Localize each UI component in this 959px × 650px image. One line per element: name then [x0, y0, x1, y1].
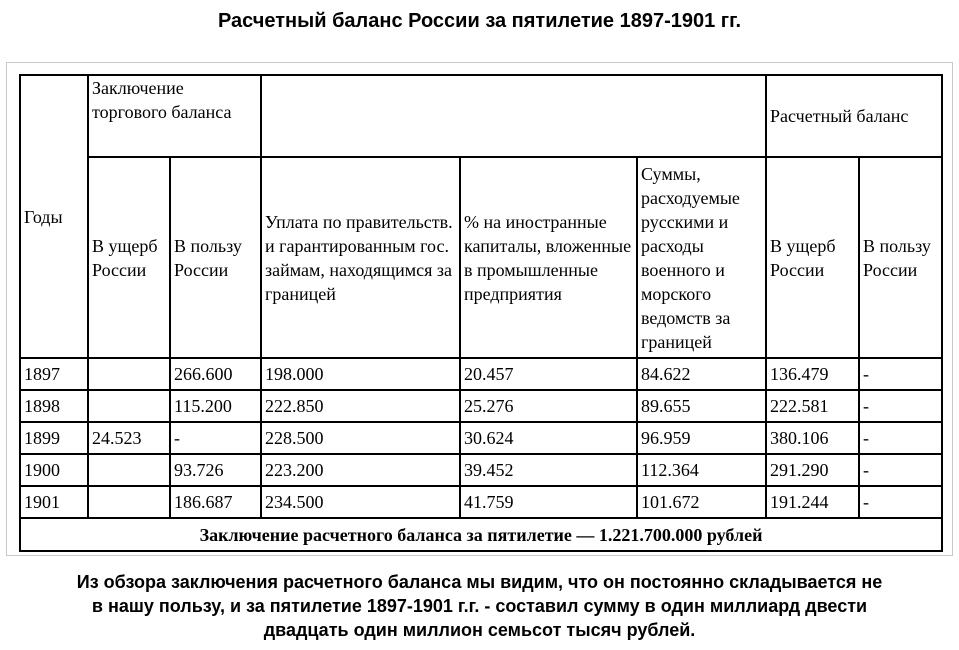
- cell-settle-gain: -: [859, 390, 942, 422]
- cell-gov-loans: 223.200: [261, 454, 460, 486]
- cell-foreign-capital: 41.759: [460, 486, 637, 518]
- cell-settle-loss: 291.290: [766, 454, 859, 486]
- header-spending: Суммы, расходуемые русскими и расходы военного и морского ведомств за границей: [637, 157, 766, 358]
- cell-trade-gain: 115.200: [170, 390, 261, 422]
- cell-settle-gain: -: [859, 454, 942, 486]
- cell-settle-gain: -: [859, 358, 942, 390]
- header-gov-loans: Уплата по правительств. и гарантированным гос. займам, находящимся за границей: [261, 157, 460, 358]
- conclusion-line-1: Из обзора заключения расчетного баланса мы видим, что он постоянно складывается не: [76, 572, 883, 592]
- cell-year: 1897: [20, 358, 88, 390]
- cell-settle-loss: 222.581: [766, 390, 859, 422]
- cell-trade-gain: 186.687: [170, 486, 261, 518]
- table-row: [20, 486, 942, 518]
- cell-spending: 84.622: [637, 358, 766, 390]
- total-summary: Заключение расчетного баланса за пятилетие — 1.221.700.000 рублей: [20, 518, 942, 551]
- cell-trade-gain: 93.726: [170, 454, 261, 486]
- cell-gov-loans: 198.000: [261, 358, 460, 390]
- cell-foreign-capital: 39.452: [460, 454, 637, 486]
- cell-trade-gain: -: [170, 422, 261, 454]
- header-settlement-balance: Расчетный баланс: [766, 75, 942, 157]
- cell-settle-loss: 380.106: [766, 422, 859, 454]
- cell-spending: 101.672: [637, 486, 766, 518]
- header-trade-gain: В пользу России: [170, 157, 261, 358]
- cell-year: 1901: [20, 486, 88, 518]
- header-settle-gain: В пользу России: [859, 157, 942, 358]
- cell-spending: 112.364: [637, 454, 766, 486]
- cell-foreign-capital: 30.624: [460, 422, 637, 454]
- cell-spending: 89.655: [637, 390, 766, 422]
- header-trade-loss: В ущерб России: [88, 157, 170, 358]
- cell-trade-loss: [88, 454, 170, 486]
- cell-trade-loss: [88, 390, 170, 422]
- cell-trade-gain: 266.600: [170, 358, 261, 390]
- cell-settle-loss: 191.244: [766, 486, 859, 518]
- cell-settle-gain: -: [859, 422, 942, 454]
- cell-gov-loans: 228.500: [261, 422, 460, 454]
- settlement-balance-table: [19, 74, 943, 552]
- page-title: Расчетный баланс России за пятилетие 1897-1901 гг.: [217, 10, 742, 32]
- conclusion-line-2: в нашу пользу, и за пятилетие 1897-1901 г.г. - составил сумму в один миллиард двести: [91, 596, 868, 616]
- table-row: [20, 422, 942, 454]
- header-foreign-capital: % на иностранные капиталы, вложенные в промышленные предприятия: [460, 157, 637, 358]
- cell-trade-loss: 24.523: [88, 422, 170, 454]
- cell-gov-loans: 222.850: [261, 390, 460, 422]
- cell-year: 1900: [20, 454, 88, 486]
- conclusion-line-3: двадцать один миллион семьсот тысяч рублей.: [263, 620, 696, 640]
- cell-gov-loans: 234.500: [261, 486, 460, 518]
- header-trade-balance: Заключение торгового баланса: [88, 75, 261, 157]
- cell-year: 1898: [20, 390, 88, 422]
- cell-foreign-capital: 25.276: [460, 390, 637, 422]
- header-empty: [261, 75, 766, 157]
- cell-settle-loss: 136.479: [766, 358, 859, 390]
- cell-year: 1899: [20, 422, 88, 454]
- table-row: [20, 358, 942, 390]
- header-years: Годы: [20, 75, 88, 358]
- table-row: [20, 390, 942, 422]
- cell-foreign-capital: 20.457: [460, 358, 637, 390]
- table-row: [20, 454, 942, 486]
- cell-settle-gain: -: [859, 486, 942, 518]
- cell-trade-loss: [88, 486, 170, 518]
- header-settle-loss: В ущерб России: [766, 157, 859, 358]
- conclusion-text: [0, 570, 959, 642]
- cell-spending: 96.959: [637, 422, 766, 454]
- cell-trade-loss: [88, 358, 170, 390]
